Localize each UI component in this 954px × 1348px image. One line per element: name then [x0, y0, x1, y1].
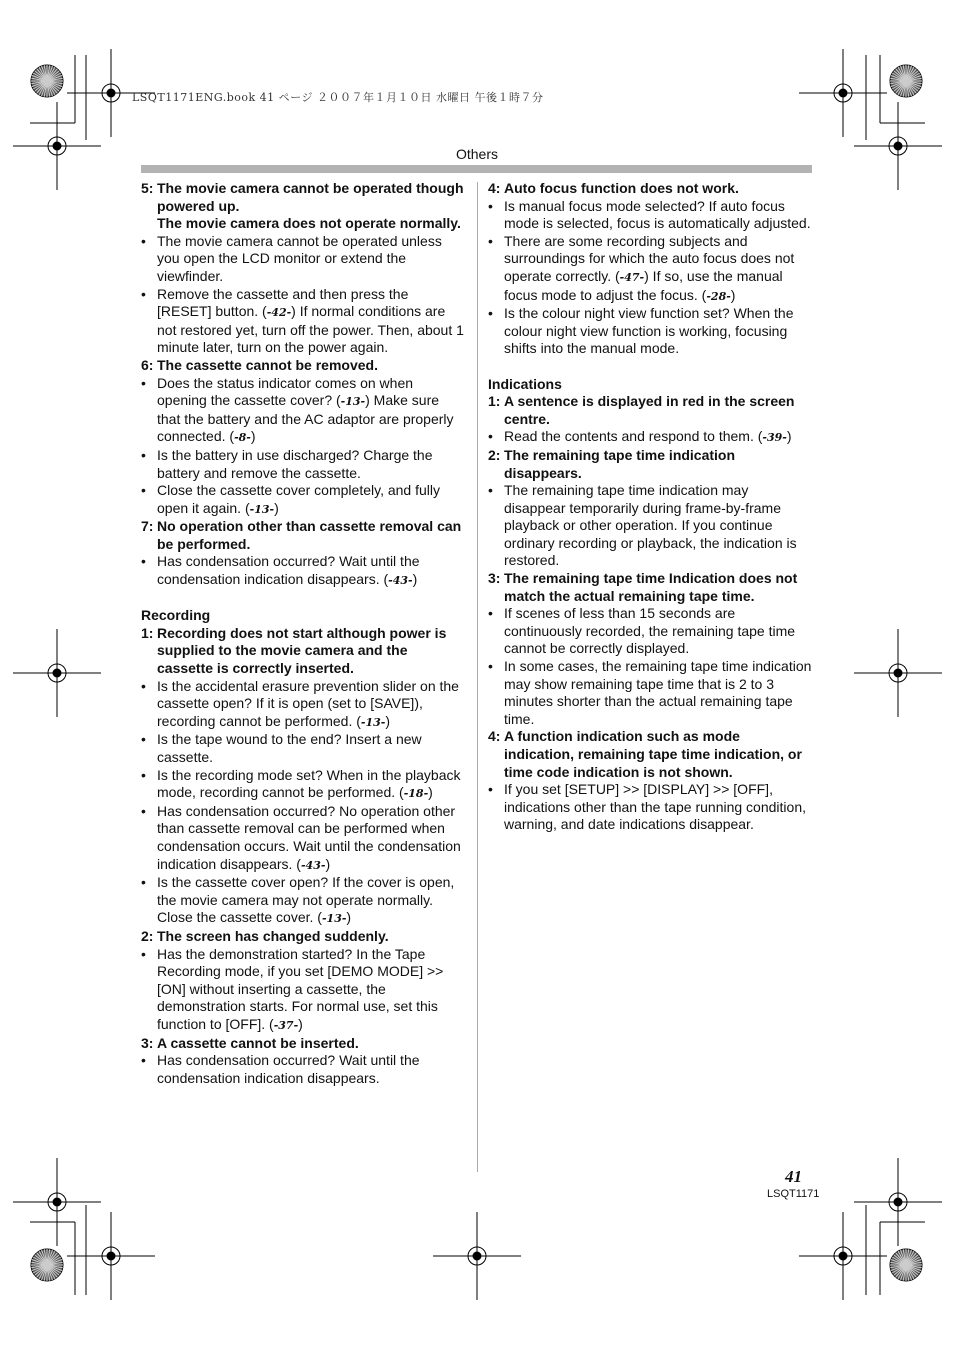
crosshair-target-icon [799, 1212, 887, 1300]
subsection-heading: Indications [488, 375, 562, 392]
answer-bullet [488, 482, 813, 570]
left-column [141, 180, 466, 1087]
starburst-target-icon [890, 65, 922, 97]
answer-text: Remove the cassette and then press the [RESET] button. ( [157, 285, 409, 320]
troubleshooting-question [488, 728, 813, 781]
crosshair-target-icon [13, 629, 101, 717]
answer-bullet [141, 286, 466, 357]
answer-bullet [488, 781, 813, 834]
troubleshooting-question [141, 357, 466, 375]
answer-text: Is the colour night view function set? When the colour night view function is working, focusing shifts into the manual mode. [504, 305, 794, 357]
answer-bullet [141, 233, 466, 286]
answer-text: ) [346, 909, 352, 926]
question-text: A function indication such as mode indication, remaining tape time indication, or time code indication is not shown. [504, 728, 802, 780]
page-reference: -28- [706, 289, 731, 303]
question-text: A sentence is displayed in red in the screen centre. [504, 393, 795, 427]
answer-text: ) [325, 855, 331, 872]
answer-text: ) Make sure that the battery and the AC adaptor are properly connected. ( [157, 392, 454, 445]
troubleshooting-question [488, 447, 813, 482]
answer-text: Is the battery in use discharged? Charge the battery and remove the cassette. [157, 446, 433, 481]
question-text: Auto focus function does not work. [504, 180, 739, 196]
page-reference: -18- [403, 787, 429, 801]
answer-bullet [141, 375, 466, 447]
question-text: The screen has changed suddenly. [157, 927, 389, 944]
question-text: Recording does not start although power is supplied to the movie camera and the cassette is correctly inserted. [157, 624, 447, 677]
subsection-heading: Recording [141, 607, 211, 624]
answer-text: ) [385, 712, 391, 729]
page-reference: -13- [360, 715, 386, 729]
answer-bullet [141, 1052, 466, 1087]
answer-text: Has condensation occurred? No operation other than cassette removal can be performed when condensation occurs. Wait until the condensation indication disappears. ( [157, 802, 461, 872]
question-number: 4: [488, 180, 501, 196]
right-column [488, 180, 813, 834]
answer-text: Has condensation occurred? Wait until the condensation indication disappears. [157, 1052, 420, 1086]
crosshair-target-icon [13, 1158, 101, 1246]
troubleshooting-question [488, 180, 813, 198]
page-reference: -42- [266, 306, 292, 320]
question-number: 7: [141, 518, 154, 535]
answer-bullet [141, 678, 466, 732]
question-text: A cassette cannot be inserted. [157, 1034, 359, 1051]
answer-text: Read the contents and respond to them. ( [504, 428, 763, 445]
document-code: LSQT1171 [767, 1188, 820, 1200]
section-title: Others [455, 146, 498, 162]
question-text: The movie camera does not operate normally. [157, 215, 461, 232]
answer-text: ) If normal conditions are not restored yet, turn off the power. Then, about 1 minute later, turn on the power again. [157, 303, 464, 356]
answer-text: Is manual focus mode selected? If auto focus mode is selected, focus is automatically adjusted. [504, 197, 811, 232]
starburst-target-icon [31, 65, 63, 97]
question-number: 4: [488, 728, 501, 745]
answer-bullet [488, 605, 813, 658]
header-rule [141, 165, 812, 173]
answer-text: Has condensation occurred? Wait until the condensation indication disappears. ( [157, 553, 420, 588]
question-text: The remaining tape time indication disappears. [504, 446, 736, 481]
crosshair-target-icon [854, 1158, 942, 1246]
answer-bullet [141, 946, 466, 1035]
answer-text: If you set [SETUP] >> [DISPLAY] >> [OFF], indications other than the tape running condition, warning, and date indications disappear. [504, 781, 806, 833]
answer-text: In some cases, the remaining tape time indication may show remaining tape time that is 2 to 3 minutes shorter than the actual remaining tape time. [504, 658, 812, 727]
question-number: 6: [141, 356, 154, 373]
answer-bullet [141, 447, 466, 482]
troubleshooting-question [141, 518, 466, 553]
answer-bullet [141, 731, 466, 766]
question-number: 1: [141, 624, 154, 641]
print-header: LSQT1171ENG.book 41 ページ ２００７年１月１０日 水曜日 午後１時７分 [132, 91, 544, 104]
answer-text: Is the tape wound to the end? Insert a new cassette. [157, 731, 422, 765]
answer-text: If scenes of less than 15 seconds are continuously recorded, the remaining tape time cannot be correctly displayed. [504, 605, 796, 657]
answer-bullet [488, 658, 813, 728]
crosshair-target-icon [67, 1212, 155, 1300]
question-number: 1: [488, 393, 501, 410]
answer-bullet [488, 198, 813, 233]
answer-bullet [488, 428, 813, 447]
answer-bullet [488, 233, 813, 305]
column-divider [477, 182, 478, 1172]
page-reference: -13- [249, 502, 275, 516]
page-reference: -43- [388, 574, 413, 588]
troubleshooting-question [141, 1035, 466, 1053]
question-number: 3: [141, 1034, 154, 1051]
answer-text: ) If so, use the manual focus mode to adjust the focus. ( [504, 267, 783, 303]
answer-text: ) [412, 571, 418, 588]
troubleshooting-question [141, 928, 466, 946]
question-text: The remaining tape time Indication does not match the actual remaining tape time. [504, 570, 798, 604]
answer-text: ) [428, 784, 433, 801]
answer-text: There are some recording subjects and surroundings for which the auto focus does not operate correctly. ( [504, 232, 795, 284]
answer-text: ) [298, 1015, 303, 1032]
troubleshooting-question [141, 180, 466, 215]
starburst-target-icon [890, 1249, 922, 1281]
page-reference: -37- [273, 1018, 299, 1032]
page-reference: -39- [762, 431, 787, 445]
answer-text: Does the status indicator comes on when opening the cassette cover? ( [157, 374, 414, 409]
answer-text: The remaining tape time indication may disappear temporarily during frame-by-frame playback or other operation. If you continue ordinary recording or playback, the indication is restored. [504, 482, 797, 569]
answer-bullet [141, 874, 466, 928]
answer-text: Is the cassette cover open? If the cover is open, the movie camera may not operate normally. Close the cassette cover. ( [157, 874, 455, 926]
crosshair-target-icon [799, 49, 887, 137]
page-reference: -47- [619, 270, 645, 284]
answer-bullet [488, 305, 813, 358]
page-number: 41 [785, 1167, 802, 1186]
question-text: The cassette cannot be removed. [157, 356, 378, 373]
crosshair-target-icon [854, 629, 942, 717]
answer-bullet [141, 767, 466, 803]
troubleshooting-question [141, 215, 466, 233]
question-number: 2: [141, 927, 154, 944]
page-reference: -8- [234, 431, 251, 445]
troubleshooting-question [488, 570, 813, 605]
answer-text: Has the demonstration started? In the Tape Recording mode, if you set [DEMO MODE] >> [ON] without inserting a cassette, the demonstration starts. For normal use, set this function to [OFF]. ( [157, 945, 444, 1032]
answer-text: Close the cassette cover completely, and fully open it again. ( [157, 482, 440, 516]
answer-text: ) [786, 428, 792, 445]
troubleshooting-question [488, 393, 813, 428]
question-number: 3: [488, 570, 501, 587]
page-reference: -13- [321, 912, 347, 926]
answer-text: ) [730, 286, 736, 303]
question-text: The movie camera cannot be operated though powered up. [157, 180, 464, 214]
starburst-target-icon [31, 1249, 63, 1281]
answer-text: ) [274, 499, 279, 516]
crosshair-target-icon [433, 1212, 521, 1300]
question-number: 2: [488, 446, 501, 463]
question-number: 5: [141, 180, 154, 196]
page-reference: -43- [300, 858, 326, 872]
question-text: No operation other than cassette removal can be performed. [157, 518, 462, 552]
answer-text: The movie camera cannot be operated unless you open the LCD monitor or extend the viewfinder. [157, 232, 442, 284]
answer-text: Is the recording mode set? When in the playback mode, recording cannot be performed. ( [157, 766, 461, 801]
answer-bullet [141, 482, 466, 518]
answer-text: ) [250, 428, 256, 445]
answer-bullet [141, 803, 466, 874]
troubleshooting-question [141, 625, 466, 678]
answer-bullet [141, 553, 466, 589]
page-reference: -13- [340, 395, 366, 409]
answer-text: Is the accidental erasure prevention slider on the cassette open? If it is open (set to [SAVE]), recording cannot be performed. ( [157, 677, 459, 729]
